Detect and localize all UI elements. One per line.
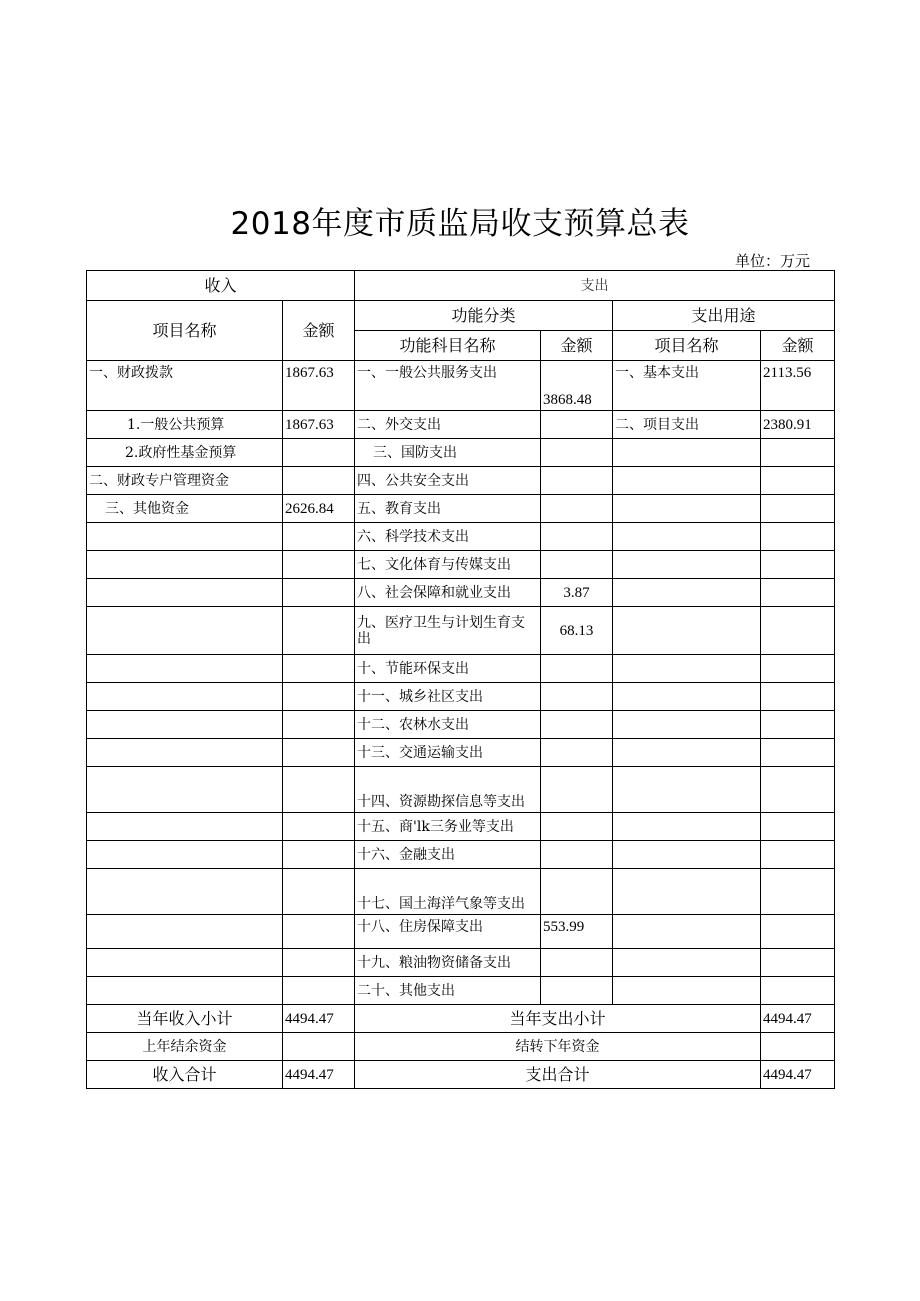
income-item [87,739,283,767]
income-amount [283,767,355,813]
table-row [87,767,835,813]
usage-amount [761,739,835,767]
income-amount [283,683,355,711]
usage-amount [761,711,835,739]
expenditure-subtotal-label: 当年支出小计 [355,1005,761,1033]
income-amount [283,607,355,655]
income-item: 二、财政专户管理资金 [87,467,283,495]
usage-amount [761,523,835,551]
usage-amount: 2380.91 [761,411,835,439]
usage-item: 二、项目支出 [613,411,761,439]
func-amount: 553.99 [541,915,613,949]
usage-amount [761,767,835,813]
usage-item [613,767,761,813]
income-amount [283,869,355,915]
income-amount [283,655,355,683]
table-row [87,495,835,523]
usage-item [613,977,761,1005]
income-item [87,607,283,655]
usage-item [613,915,761,949]
table-row [87,915,835,949]
usage-amount [761,551,835,579]
func-amount [541,813,613,841]
income-total-label: 收入合计 [87,1061,283,1089]
usage-item [613,949,761,977]
expenditure-total-amount: 4494.47 [761,1061,835,1089]
income-item [87,523,283,551]
income-item [87,683,283,711]
func-amount [541,411,613,439]
income-amount [283,551,355,579]
usage-item [613,739,761,767]
header-func-item-name: 功能科目名称 [355,331,541,361]
func-item: 十二、农林水支出 [355,711,541,739]
income-amount [283,711,355,739]
usage-amount [761,683,835,711]
income-amount [283,467,355,495]
subtotal-row [87,1005,835,1033]
income-amount: 2626.84 [283,495,355,523]
usage-item [613,495,761,523]
usage-amount [761,813,835,841]
table-row [87,949,835,977]
table-row [87,869,835,915]
carry-forward-label: 结转下年资金 [355,1033,761,1061]
header-item-name: 项目名称 [87,301,283,361]
income-item [87,711,283,739]
income-item [87,841,283,869]
func-amount [541,977,613,1005]
func-item: 十五、商'lk三务业等支出 [355,813,541,841]
func-item: 十四、资源勘探信息等支出 [355,767,541,813]
income-amount [283,841,355,869]
func-amount [541,655,613,683]
income-item [87,869,283,915]
total-row [87,1061,835,1089]
carry-forward-amount [761,1033,835,1061]
func-item: 十八、住房保障支出 [355,915,541,949]
income-item: 一、财政拨款 [87,361,283,411]
usage-amount [761,655,835,683]
func-amount [541,711,613,739]
income-subtotal-label: 当年收入小计 [87,1005,283,1033]
table-row [87,411,835,439]
usage-item [613,683,761,711]
table-row [87,977,835,1005]
table-row [87,813,835,841]
usage-item [613,813,761,841]
prev-balance-amount [283,1033,355,1061]
func-amount [541,495,613,523]
usage-amount [761,467,835,495]
func-amount [541,739,613,767]
func-item: 二、外交支出 [355,411,541,439]
income-amount [283,977,355,1005]
income-amount [283,579,355,607]
func-amount [541,551,613,579]
income-item [87,915,283,949]
income-amount [283,813,355,841]
usage-amount [761,949,835,977]
table-row [87,467,835,495]
func-item: 五、教育支出 [355,495,541,523]
usage-item [613,607,761,655]
income-amount: 1867.63 [283,361,355,411]
usage-amount: 2113.56 [761,361,835,411]
income-item [87,655,283,683]
header-functional-class: 功能分类 [355,301,613,331]
header-amount: 金额 [283,301,355,361]
income-amount [283,439,355,467]
func-amount [541,523,613,551]
func-item: 一、一般公共服务支出 [355,361,541,411]
income-item [87,579,283,607]
usage-item [613,841,761,869]
income-item: 1.一般公共预算 [87,411,283,439]
income-amount [283,739,355,767]
unit-label: 单位：万元 [734,252,810,270]
func-item: 十一、城乡社区支出 [355,683,541,711]
budget-table [86,270,835,1089]
table-row [87,683,835,711]
usage-amount [761,439,835,467]
table-row [87,841,835,869]
table-row [87,711,835,739]
func-amount [541,841,613,869]
income-item: 三、其他资金 [87,495,283,523]
func-item: 六、科学技术支出 [355,523,541,551]
usage-amount [761,915,835,949]
table-row [87,607,835,655]
income-total-amount: 4494.47 [283,1061,355,1089]
usage-amount [761,977,835,1005]
prev-balance-label: 上年结余资金 [87,1033,283,1061]
func-item: 三、国防支出 [355,439,541,467]
header-expenditure: 支出 [355,271,835,301]
income-item: 2.政府性基金预算 [87,439,283,467]
usage-amount [761,495,835,523]
table-row [87,579,835,607]
usage-amount [761,579,835,607]
usage-item [613,711,761,739]
table-row [87,439,835,467]
func-item: 九、医疗卫生与计划生育支出 [355,607,541,655]
func-item: 四、公共安全支出 [355,467,541,495]
usage-item [613,523,761,551]
func-item: 七、文化体育与传媒支出 [355,551,541,579]
balance-row [87,1033,835,1061]
income-item [87,949,283,977]
func-item: 十三、交通运输支出 [355,739,541,767]
func-amount: 3.87 [541,579,613,607]
func-amount: 68.13 [541,607,613,655]
income-amount [283,915,355,949]
income-amount [283,523,355,551]
func-item: 十六、金融支出 [355,841,541,869]
func-item: 二十、其他支出 [355,977,541,1005]
table-row [87,655,835,683]
income-amount: 1867.63 [283,411,355,439]
income-item [87,767,283,813]
header-usage-item-name: 项目名称 [613,331,761,361]
func-amount [541,467,613,495]
page-title: 2018年度市质监局收支预算总表 [230,206,690,242]
func-item: 十、节能环保支出 [355,655,541,683]
usage-item [613,467,761,495]
func-amount [541,949,613,977]
func-amount [541,767,613,813]
header-row-2 [87,301,835,331]
income-item [87,551,283,579]
header-usage: 支出用途 [613,301,835,331]
usage-item [613,439,761,467]
func-item: 八、社会保障和就业支出 [355,579,541,607]
income-item [87,813,283,841]
func-item: 十九、粮油物资储备支出 [355,949,541,977]
func-amount: 3868.48 [541,361,613,411]
usage-item [613,655,761,683]
table-row [87,361,835,411]
header-usage-amount: 金额 [761,331,835,361]
header-income: 收入 [87,271,355,301]
income-subtotal-amount: 4494.47 [283,1005,355,1033]
expenditure-total-label: 支出合计 [355,1061,761,1089]
func-amount [541,683,613,711]
usage-amount [761,841,835,869]
usage-item [613,869,761,915]
table-row [87,739,835,767]
income-item [87,977,283,1005]
expenditure-subtotal-amount: 4494.47 [761,1005,835,1033]
func-amount [541,869,613,915]
table-row [87,551,835,579]
header-func-amount: 金额 [541,331,613,361]
usage-item [613,551,761,579]
func-amount [541,439,613,467]
usage-item: 一、基本支出 [613,361,761,411]
func-item: 十七、国土海洋气象等支出 [355,869,541,915]
table-row [87,523,835,551]
usage-amount [761,869,835,915]
usage-item [613,579,761,607]
header-row-1 [87,271,835,301]
income-amount [283,949,355,977]
usage-amount [761,607,835,655]
